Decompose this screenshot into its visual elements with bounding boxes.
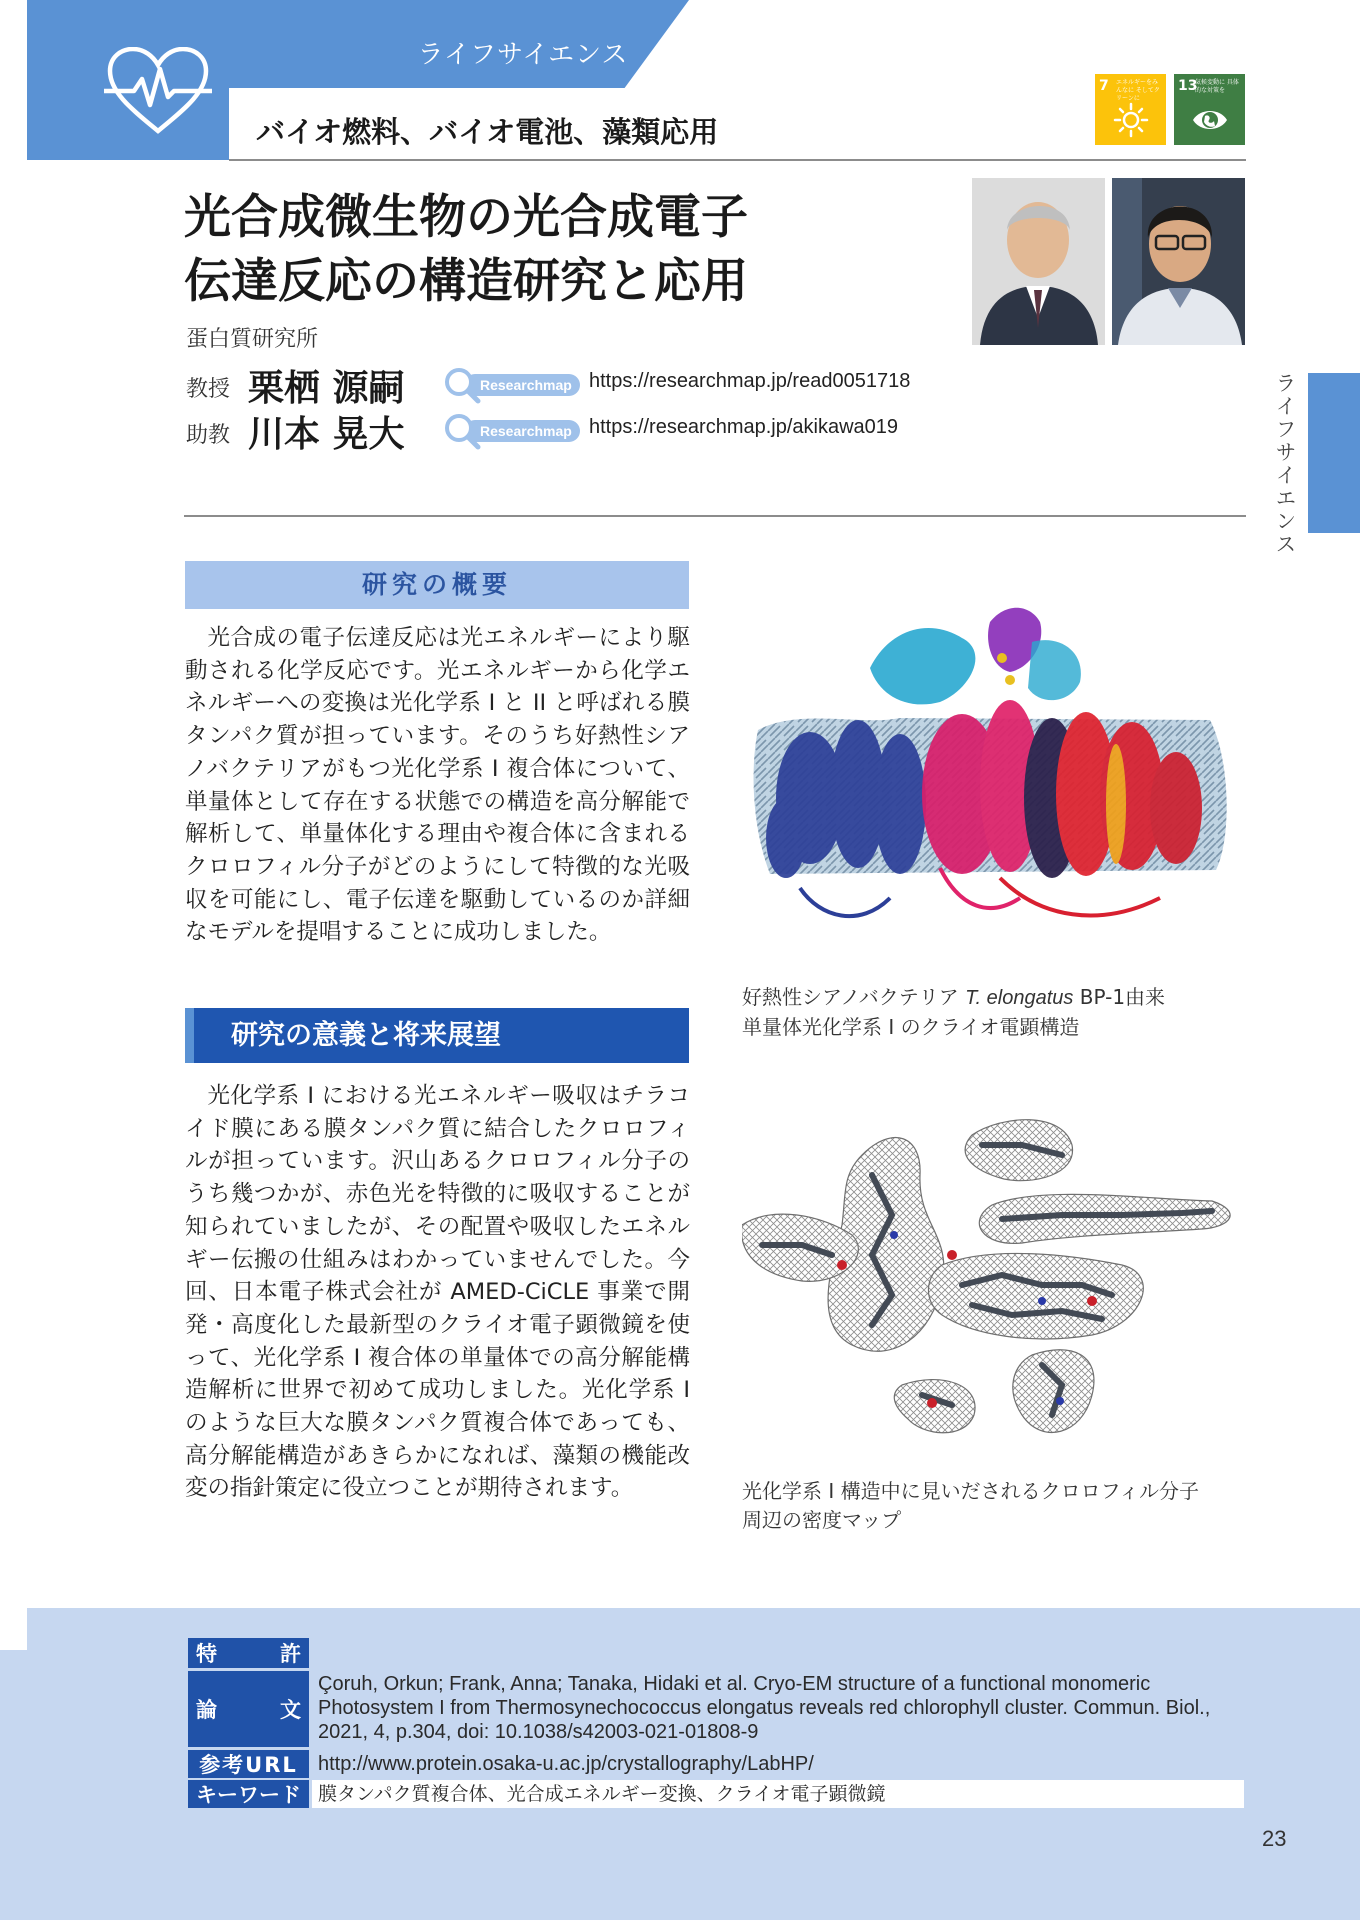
paper-citation: Çoruh, Orkun; Frank, Anna; Tanaka, Hidaki et al. Cryo-EM structure of a functional monomeric Photosystem I from Thermosynechococcus elongatus reveals red chlorophyll cluster. Commun. Biol., 2021, 4, p.304, doi: 10.1038/s42003-021-01808-9 <box>312 1671 1244 1747</box>
sun-icon <box>1113 102 1149 138</box>
section-heading-label: 研究の意義と将来展望 <box>231 1020 501 1051</box>
researchmap-link[interactable]: https://researchmap.jp/read0051718 <box>589 370 911 392</box>
side-index-tab <box>1308 373 1360 533</box>
paper-key <box>188 1671 309 1747</box>
researcher-name: 川本 晃大 <box>248 414 405 455</box>
photosystem-structure-figure <box>740 598 1240 976</box>
key-char: 論 <box>196 1698 217 1722</box>
category-subtitle: バイオ燃料、バイオ電池、藻類応用 <box>256 115 719 149</box>
researchmap-badge[interactable] <box>442 366 582 400</box>
caption-line-2: 周辺の密度マップ <box>742 1508 902 1532</box>
page-number: 23 <box>1262 1826 1287 1851</box>
reference-panel-edge <box>0 1650 27 1920</box>
caption-line-2: 単量体光化学系 I のクライオ電顕構造 <box>742 1015 1080 1039</box>
caption-line-1: 光化学系 I 構造中に見いだされるクロロフィル分子 <box>742 1479 1200 1503</box>
heading-accent-bar <box>185 1008 194 1063</box>
heart-pulse-icon <box>104 47 212 135</box>
magnifier-icon <box>442 412 482 450</box>
key-char: 文 <box>280 1698 301 1722</box>
reference-url-link[interactable]: http://www.protein.osaka-u.ac.jp/crystallography/LabHP/ <box>312 1750 1244 1778</box>
sdg-number: 7 <box>1099 78 1109 94</box>
caption-text: BP-1由来 <box>1073 985 1166 1009</box>
keyword-key: キーワード <box>188 1780 309 1808</box>
institute-name: 蛋白質研究所 <box>186 327 319 352</box>
professor-photo <box>972 178 1105 345</box>
title-line-1: 光合成微生物の光合成電子 <box>184 190 748 245</box>
category-label: ライフサイエンス <box>417 40 629 70</box>
researchmap-badge[interactable] <box>442 412 582 446</box>
page-title <box>184 186 824 314</box>
section-heading-overview: 研究の概要 <box>185 561 689 609</box>
researcher-name: 栗栖 源嗣 <box>248 368 405 409</box>
key-char: 許 <box>280 1642 301 1666</box>
caption-line-1 <box>742 983 1247 1013</box>
reference-url-key: 参考URL <box>188 1750 309 1778</box>
content-divider <box>184 515 1246 517</box>
side-index-label: ライフサイエンス <box>1273 372 1297 556</box>
significance-paragraph: 光化学系 I における光エネルギー吸収はチラコイド膜にある膜タンパク質に結合したクロロフィルが担っています。沢山あるクロロフィル分子のうち幾つかが、赤色光を特徴的に吸収することが知られていましたが、その配置や吸収したエネルギー伝搬の仕組みはわかっていませんでした。今回、日本電子株式会社が AMED-CiCLE 事業で開発・高度化した最新型のクライオ電子顕微鏡を使って、光化学系 I 複合体の単量体での高分解能構造解析に世界で初めて成功しました。光化学系 I のような巨大な膜タンパク質複合体であっても、高分解能構造があきらかになれば、藻類の機能改変の指針策定に役立つことが期待されます。 <box>185 1083 690 1502</box>
sdg-goal-7-badge <box>1095 74 1166 145</box>
section-heading-significance <box>185 1008 689 1063</box>
figure-1-caption <box>742 983 1247 1042</box>
researcher-role: 教授 <box>186 377 231 402</box>
species-name: T. elongatus <box>965 987 1074 1009</box>
researchmap-label: Researchmap <box>464 420 580 442</box>
researchmap-label: Researchmap <box>464 374 580 396</box>
title-line-2: 伝達反応の構造研究と応用 <box>184 254 748 309</box>
assistant-professor-photo <box>1112 178 1245 345</box>
researchmap-link[interactable]: https://researchmap.jp/akikawa019 <box>589 416 899 438</box>
magnifier-icon <box>442 366 482 404</box>
sdg-number: 13 <box>1178 78 1198 94</box>
caption-text: 好熱性シアノバクテリア <box>742 985 966 1009</box>
keyword-value: 膜タンパク質複合体、光合成エネルギー変換、クライオ電子顕微鏡 <box>312 1780 1244 1808</box>
patent-key <box>188 1638 309 1668</box>
eye-globe-icon <box>1192 102 1228 138</box>
sdg-label: エネルギーをみんなに そしてクリーンに <box>1116 79 1160 102</box>
chlorophyll-density-map-figure <box>742 1115 1242 1470</box>
figure-2-caption <box>742 1477 1247 1535</box>
sdg-goal-13-badge <box>1174 74 1245 145</box>
overview-paragraph: 光合成の電子伝達反応は光エネルギーにより駆動される化学反応です。光エネルギーから化学エネルギーへの変換は光化学系 I と II と呼ばれる膜タンパク質が担っています。そのうち好熱性シアノバクテリアがもつ光化学系 I 複合体について、単量体として存在する状態での構造を高分解能で解析して、単量体化する理由や複合体に含まれるクロロフィル分子がどのようにして特徴的な光吸収を可能にし、電子伝達を駆動しているのか詳細なモデルを提唱することに成功しました。 <box>185 625 690 946</box>
key-char: 特 <box>196 1642 217 1666</box>
researcher-role: 助教 <box>186 423 231 448</box>
header-divider <box>229 159 1246 161</box>
sdg-label: 気候変動に 具体的な対策を <box>1195 79 1239 94</box>
